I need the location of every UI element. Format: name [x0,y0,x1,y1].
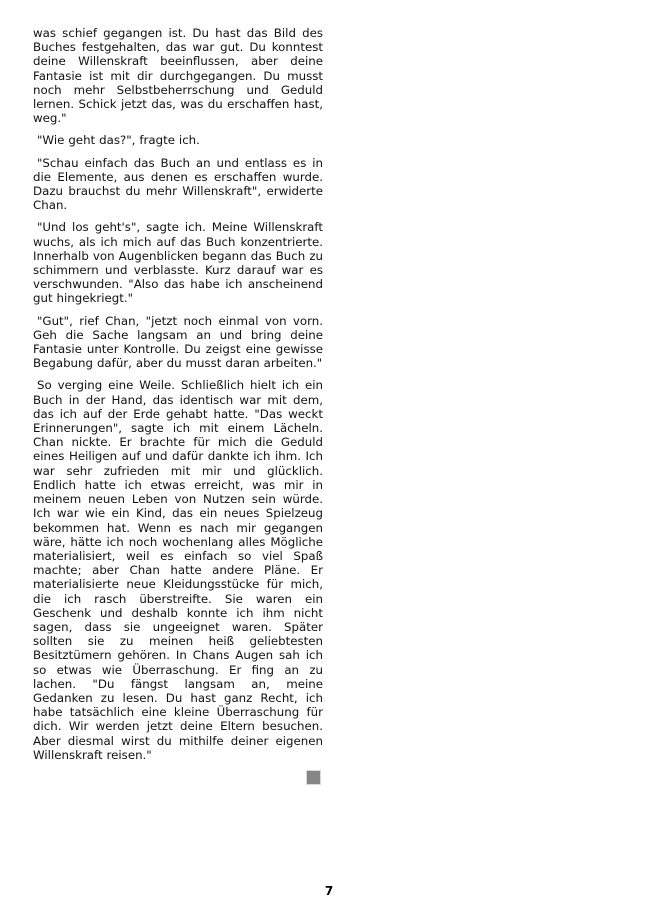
page-number: 7 [324,884,334,898]
section-end-marker-icon [306,770,321,785]
paragraph: "Gut", rief Chan, "jetzt noch einmal von vorn. Geh die Sache langsam an und bring deine Fantasie unter Kontrolle. Du zeigst eine gewisse Begabung dafür, aber du musst daran arbeiten." [33,313,323,371]
end-marker-row [33,770,323,788]
paragraph: was schief gegangen ist. Du hast das Bild des Buches festgehalten, das war gut. Du konntest deine Willenskraft beeinflussen, aber deine Fantasie ist mit dir durchgegangen. Du musst noch mehr Selbstbeherrschung und Geduld lernen. Schick jetzt das, was du erschaffen hast, weg." [33,26,323,126]
paragraph: So verging eine Weile. Schließlich hielt ich ein Buch in der Hand, das identisch war mit dem, das ich auf der Erde gehabt hatte. "Das weckt Erinnerungen", sagte ich mit einem Lächeln. Chan nickte. Er brachte für mich die Geduld eines Heiligen auf und dafür dankte ich ihm. Ich war sehr zufrieden mit mir und glücklich. Endlich hatte ich etwas erreicht, was mir in meinem neuen Leben von Nutzen sein würde. Ich war wie ein Kind, das ein neues Spielzeug bekommen hat. Wenn es nach mir gegangen wäre, hätte ich noch wochenlang alles Mögliche materialisiert, weil es einfach so viel Spaß machte; aber Chan hatte andere Pläne. Er materialisierte neue Kleidungsstücke für mich, die ich rasch überstreifte. Sie waren ein Geschenk und deshalb konnte ich ihm nicht sagen, dass sie ungeeignet waren. Später sollten sie zu meinen heiß geliebtesten Besitztümern gehören. In Chans Augen sah ich so etwas wie Überraschung. Er fing an zu lachen. "Du fängst langsam an, meine Gedanken zu lesen. Du hast ganz Recht, ich habe tatsächlich eine kleine Überraschung für dich. Wir werden jetzt deine Eltern besuchen. Aber diesmal wirst du mithilfe deiner eigenen Willenskraft reisen." [33,378,323,762]
text-column [33,26,323,788]
paragraph: "Schau einfach das Buch an und entlass es in die Elemente, aus denen es erschaffen wurde. Dazu brauchst du mehr Willenskraft", erwiderte Chan. [33,155,323,213]
paragraph: "Wie geht das?", fragte ich. [37,133,200,148]
paragraph: "Und los geht's", sagte ich. Meine Willenskraft wuchs, als ich mich auf das Buch konzentrierte. Innerhalb von Augenblicken begann das Buch zu schimmern und verblasste. Kurz darauf war es verschwunden. "Also das habe ich anscheinend gut hingekriegt." [33,220,323,306]
